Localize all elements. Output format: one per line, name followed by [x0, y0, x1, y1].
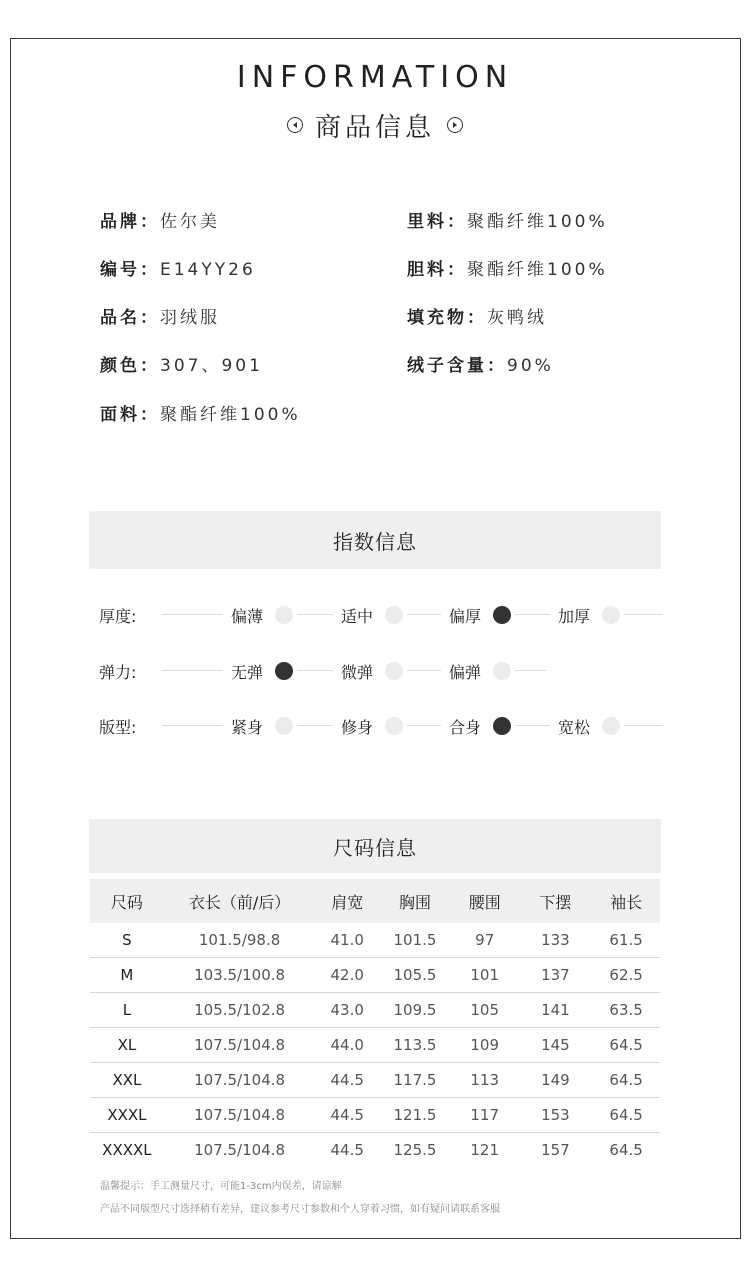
info-code-value: E14YY26: [160, 260, 256, 280]
measurement-cell: 44.5: [315, 1063, 379, 1098]
index-row: [0, 656, 750, 686]
table-row: [90, 958, 660, 993]
note-fit: 产品不同版型尺寸选择稍有差异，建议参考尺寸参数和个人穿着习惯，如有疑问请联系客服: [100, 1204, 500, 1215]
page-title-cn: 商品信息: [314, 112, 435, 143]
measurement-cell: 107.5/104.8: [164, 1063, 316, 1098]
measurement-cell: 117.5: [379, 1063, 451, 1098]
info-filling-value: 灰鸭绒: [487, 308, 547, 328]
index-option-dot: [385, 717, 403, 735]
page-title-cn-row: [0, 108, 750, 142]
info-code-label: 编号：: [100, 260, 160, 280]
info-down: [407, 351, 554, 376]
measurement-cell: 44.5: [315, 1098, 379, 1133]
info-color-label: 颜色：: [100, 356, 160, 376]
index-option-dot: [385, 662, 403, 680]
measurement-cell: 107.5/104.8: [194, 1141, 286, 1159]
measurement-cell: 125.5: [393, 1141, 437, 1159]
measurement-cell: 121.5: [379, 1098, 451, 1133]
measurement-cell: 107.5/104.8: [164, 1098, 316, 1133]
note-measurement: 温馨提示：手工测量尺寸，可能1-3cm内误差，请谅解: [100, 1181, 342, 1192]
measurement-cell: 101: [451, 958, 519, 993]
index-option-dot: [275, 606, 293, 624]
index-option-dot-selected: [275, 662, 293, 680]
table-row: [90, 923, 660, 958]
size-table-body: [90, 923, 660, 1167]
measurement-cell: 113.5: [379, 1028, 451, 1063]
info-lining: [407, 207, 608, 232]
measurement-cell: 137: [519, 958, 593, 993]
info-color-value: 307、901: [160, 356, 263, 376]
info-code: [100, 255, 256, 280]
measurement-cell: 141: [519, 993, 593, 1028]
index-option-dot-selected: [493, 717, 511, 735]
circle-arrow-right-icon: [447, 117, 463, 133]
measurement-cell: 149: [519, 1063, 593, 1098]
measurement-cell: 42.0: [315, 958, 379, 993]
measurement-cell: 64.5: [592, 1098, 660, 1133]
size-table-column-header: 胸围: [379, 879, 451, 923]
table-row: [90, 1028, 660, 1063]
size-table-column-header: 袖长: [592, 879, 660, 923]
index-row-label: 弹力:: [99, 663, 137, 682]
size-table-column-header: 肩宽: [315, 879, 379, 923]
size-table-header: [90, 879, 660, 923]
index-option-label: 偏弹: [449, 663, 482, 682]
index-row-label: 版型:: [99, 718, 137, 737]
info-filling-label: 填充物：: [407, 308, 487, 328]
size-cell: XXXL: [90, 1098, 164, 1133]
index-row-label: 厚度:: [99, 607, 137, 626]
measurement-cell: 109: [451, 1028, 519, 1063]
info-inner-value: 聚酯纤维100%: [467, 260, 608, 280]
index-row: [0, 711, 750, 741]
index-option-label: 修身: [341, 718, 374, 737]
index-option-label: 加厚: [558, 607, 591, 626]
measurement-cell: 117: [451, 1098, 519, 1133]
index-option-dot: [275, 717, 293, 735]
info-lining-value: 聚酯纤维100%: [467, 212, 608, 232]
index-option-label: 偏厚: [449, 607, 482, 626]
size-table-column-header: 衣长（前/后）: [164, 879, 316, 923]
measurement-cell: 43.0: [315, 993, 379, 1028]
measurement-cell: 133: [519, 923, 593, 958]
index-option-dot: [493, 662, 511, 680]
table-row: [90, 1098, 660, 1133]
table-row: [90, 993, 660, 1028]
measurement-cell: 157: [541, 1141, 570, 1159]
measurement-cell: 64.5: [609, 1141, 643, 1159]
measurement-cell: 109.5: [379, 993, 451, 1028]
measurement-cell: 64.5: [592, 1063, 660, 1098]
info-inner-label: 胆料：: [407, 260, 467, 280]
index-option-label: 偏薄: [231, 607, 264, 626]
measurement-cell: 44.5: [330, 1141, 364, 1159]
measurement-cell: 105.5/102.8: [164, 993, 316, 1028]
info-fabric-value: 聚酯纤维100%: [160, 405, 301, 425]
size-section-header: [89, 819, 661, 873]
circle-arrow-left-icon: [287, 117, 303, 133]
size-cell: M: [90, 958, 164, 993]
measurement-cell: 153: [519, 1098, 593, 1133]
measurement-cell: 113: [451, 1063, 519, 1098]
index-option-dot-selected: [493, 606, 511, 624]
size-table: [90, 879, 660, 1167]
info-lining-label: 里料：: [407, 212, 467, 232]
measurement-cell: 97: [451, 923, 519, 958]
index-option-dot: [385, 606, 403, 624]
index-option-label: 无弹: [231, 663, 264, 682]
index-section-title: 指数信息: [333, 529, 417, 554]
size-section-title: 尺码信息: [333, 835, 417, 860]
size-table-column-header: 尺码: [90, 879, 164, 923]
info-brand-label: 品牌：: [100, 212, 160, 232]
size-cell: XXXXL: [102, 1141, 152, 1159]
size-cell: XL: [90, 1028, 164, 1063]
info-fabric: [100, 400, 301, 425]
measurement-cell: 63.5: [592, 993, 660, 1028]
measurement-cell: 64.5: [592, 1028, 660, 1063]
measurement-cell: 105.5: [379, 958, 451, 993]
table-row: [90, 1133, 660, 1168]
size-table-column-header: 腰围: [451, 879, 519, 923]
measurement-cell: 103.5/100.8: [164, 958, 316, 993]
info-down-label: 绒子含量：: [407, 356, 507, 376]
info-filling: [407, 303, 547, 328]
info-brand-value: 佐尔美: [160, 212, 220, 232]
index-option-label: 适中: [341, 607, 374, 626]
index-row: [0, 600, 750, 630]
info-color: [100, 351, 263, 376]
page-title-en: INFORMATION: [236, 60, 514, 95]
measurement-cell: 105: [451, 993, 519, 1028]
measurement-cell: 61.5: [592, 923, 660, 958]
measurement-cell: 107.5/104.8: [164, 1028, 316, 1063]
info-down-value: 90%: [507, 356, 554, 376]
info-name-value: 羽绒服: [160, 308, 220, 328]
index-section-header: [89, 511, 661, 569]
index-option-label: 紧身: [231, 718, 264, 737]
table-row: [90, 1063, 660, 1098]
measurement-cell: 145: [519, 1028, 593, 1063]
measurement-cell: 101.5/98.8: [164, 923, 316, 958]
size-table-column-header: 下摆: [519, 879, 593, 923]
measurement-cell: 101.5: [379, 923, 451, 958]
index-option-dot: [602, 717, 620, 735]
size-cell: L: [90, 993, 164, 1028]
info-name-label: 品名：: [100, 308, 160, 328]
measurement-cell: 44.0: [315, 1028, 379, 1063]
info-fabric-label: 面料：: [100, 405, 160, 425]
info-brand: [100, 207, 220, 232]
measurement-cell: 121: [470, 1141, 500, 1159]
measurement-cell: 41.0: [315, 923, 379, 958]
measurement-cell: 62.5: [592, 958, 660, 993]
index-option-label: 宽松: [558, 718, 591, 737]
info-name: [100, 303, 220, 328]
size-cell: XXL: [90, 1063, 164, 1098]
index-option-dot: [602, 606, 620, 624]
index-option-label: 合身: [449, 718, 482, 737]
index-option-label: 微弹: [341, 663, 374, 682]
size-cell: S: [90, 923, 164, 958]
info-inner: [407, 255, 608, 280]
